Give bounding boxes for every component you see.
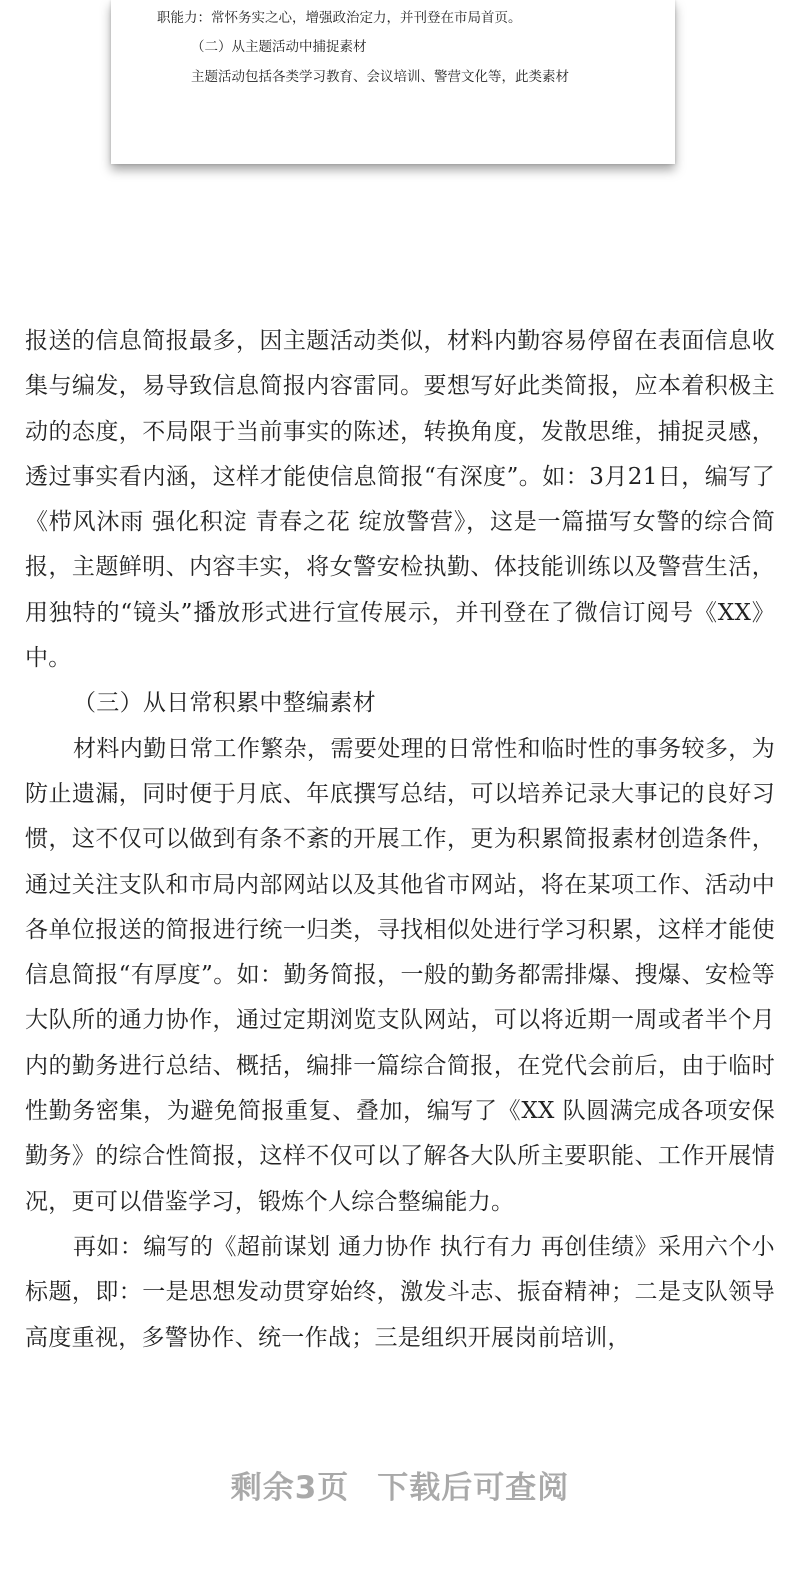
remaining-pages-count: 剩余3页 bbox=[230, 1470, 350, 1506]
preview-page-card bbox=[111, 0, 675, 164]
preview-text-line: 主题活动包括各类学习教育、会议培训、警营文化等，此类素材 bbox=[191, 69, 569, 85]
section-heading: （三）从日常积累中整编素材 bbox=[73, 690, 376, 717]
remaining-pages-notice[interactable] bbox=[0, 1462, 800, 1507]
paragraph: 再如：编写的《超前谋划 通力协作 执行有力 再创佳绩》采用六个小标题，即：一是思想发动贯穿始终，激发斗志、振奋精神；二是支队领导高度重视，多警协作、统一作战；三是组织开展岗前培训， bbox=[25, 1233, 775, 1351]
document-body bbox=[25, 319, 775, 1361]
preview-subheading: （二）从主题活动中捕捉素材 bbox=[191, 39, 367, 55]
preview-text-line: 职能力：常怀务实之心，增强政治定力，并刊登在市局首页。 bbox=[157, 10, 522, 26]
download-to-view-text: 下载后可查阅 bbox=[377, 1470, 570, 1506]
paragraph: 材料内勤日常工作繁杂，需要处理的日常性和临时性的事务较多，为防止遗漏，同时便于月底、年底撰写总结，可以培养记录大事记的良好习惯，这不仅可以做到有条不紊的开展工作，更为积累简报素材创造条件，通过关注支队和市局内部网站以及其他省市网站，将在某项工作、活动中各单位报送的简报进行统一归类，寻找相似处进行学习积累，这样才能使信息简报“有厚度”。如：勤务简报，一般的勤务都需排爆、搜爆、安检等大队所的通力协作，通过定期浏览支队网站，可以将近期一周或者半个月内的勤务进行总结、概括，编排一篇综合简报，在党代会前后，由于临时性勤务密集，为避免简报重复、叠加，编写了《XX 队圆满完成各项安保勤务》的综合性简报，这样不仅可以了解各大队所主要职能、工作开展情况，更可以借鉴学习，锻炼个人综合整编能力。 bbox=[25, 735, 775, 1215]
paragraph: 报送的信息简报最多，因主题活动类似，材料内勤容易停留在表面信息收集与编发，易导致信息简报内容雷同。要想写好此类简报，应本着积极主动的态度，不局限于当前事实的陈述，转换角度，发散思维，捕捉灵感，透过事实看内涵，这样才能使信息简报“有深度”。如：3月21日，编写了《栉风沐雨 强化积淀 青春之花 绽放警营》，这是一篇描写女警的综合简报，主题鲜明、内容丰实，将女警安检执勤、体技能训练以及警营生活，用独特的“镜头”播放形式进行宣传展示，并刊登在了微信订阅号《XX》中。 bbox=[25, 328, 775, 672]
